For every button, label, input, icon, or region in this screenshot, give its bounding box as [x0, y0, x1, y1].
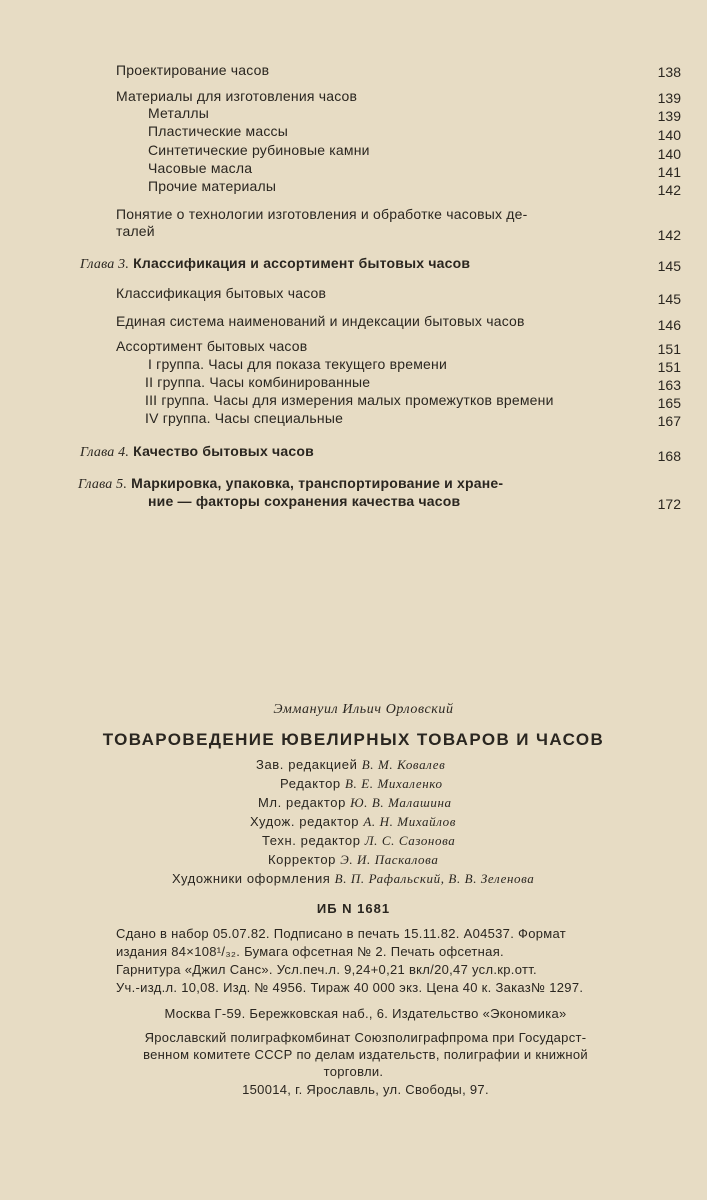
toc-entry-page: 139: [657, 108, 681, 124]
toc-entry-page: 151: [657, 341, 681, 357]
tech-details-line: Уч.-изд.л. 10,08. Изд. № 4956. Тираж 40 000 экз. Цена 40 к. Заказ№ 1297.: [116, 980, 584, 995]
chapter-title: Классификация и ассортимент бытовых часов: [133, 255, 471, 271]
toc-entry-text: Синтетические рубиновые камни: [148, 142, 370, 158]
staff-credit: [256, 757, 445, 773]
toc-entry-text: Пластические массы: [148, 123, 289, 139]
printer-line: торговли.: [323, 1064, 384, 1079]
chapter-label: Глава 3.: [80, 257, 130, 272]
chapter-title: Качество бытовых часов: [133, 443, 314, 459]
toc-entry-page: 146: [657, 317, 681, 333]
chapter-title: Маркировка, упаковка, транспортирование и хране-: [131, 475, 504, 491]
staff-name: Ю. В. Малашина: [350, 795, 452, 810]
toc-entry-page: 145: [657, 258, 681, 274]
toc-entry-text: Понятие о технологии изготовления и обработке часовых де-: [116, 206, 528, 222]
book-title: ТОВАРОВЕДЕНИЕ ЮВЕЛИРНЫХ ТОВАРОВ И ЧАСОВ: [102, 730, 605, 749]
staff-role: Художники оформления: [172, 871, 331, 886]
staff-role: Корректор: [268, 852, 336, 867]
staff-name: А. Н. Михайлов: [363, 814, 456, 829]
toc-chapter-heading: [78, 474, 503, 494]
staff-credit: [258, 795, 452, 811]
staff-credit: [250, 814, 456, 830]
toc-entry-text: Классификация бытовых часов: [116, 285, 327, 301]
ib-number: ИБ N 1681: [316, 901, 391, 916]
staff-name: В. П. Рафальский, В. В. Зеленова: [334, 871, 535, 886]
toc-entry-page: 168: [657, 448, 681, 464]
toc-entry-page: 142: [657, 227, 681, 243]
staff-role: Зав. редакцией: [256, 757, 358, 772]
staff-credit: [268, 852, 438, 868]
toc-entry-text: Единая система наименований и индексации бытовых часов: [116, 313, 525, 329]
toc-entry-page: 165: [657, 395, 681, 411]
toc-entry-text: Материалы для изготовления часов: [116, 88, 358, 104]
toc-entry-page: 141: [657, 164, 681, 180]
staff-credit: [262, 833, 455, 849]
chapter-label: Глава 5.: [78, 477, 128, 492]
toc-entry-text: Прочие материалы: [148, 178, 277, 194]
publisher-address: Москва Г-59. Бережковская наб., 6. Издательство «Экономика»: [164, 1006, 567, 1021]
staff-role: Редактор: [280, 776, 341, 791]
staff-name: В. М. Ковалев: [361, 757, 446, 772]
tech-details-line: издания 84×108¹/₃₂. Бумага офсетная № 2. Печать офсетная.: [116, 944, 504, 959]
staff-credit: [172, 871, 534, 887]
toc-entry-text: Металлы: [148, 105, 209, 121]
toc-entry-page: 139: [657, 90, 681, 106]
author-name: Эммануил Ильич Орловский: [273, 702, 454, 717]
toc-chapter-heading: [80, 254, 470, 274]
toc-entry-text: III группа. Часы для измерения малых промежутков времени: [145, 392, 554, 408]
toc-entry-page: 140: [657, 127, 681, 143]
toc-entry-page: 172: [657, 496, 681, 512]
chapter-label: Глава 4.: [80, 445, 130, 460]
toc-entry-page: 163: [657, 377, 681, 393]
tech-details-line: Гарнитура «Джил Санс». Усл.печ.л. 9,24+0,21 вкл/20,47 усл.кр.отт.: [116, 962, 537, 977]
toc-entry-text: IV группа. Часы специальные: [145, 410, 344, 426]
tech-details-line: Сдано в набор 05.07.82. Подписано в печать 15.11.82. А04537. Формат: [116, 926, 567, 941]
staff-name: Э. И. Паскалова: [340, 852, 439, 867]
toc-chapter-heading: [80, 442, 314, 462]
staff-role: Худож. редактор: [250, 814, 360, 829]
toc-entry-page: 151: [657, 359, 681, 375]
toc-entry-text: Ассортимент бытовых часов: [116, 338, 308, 354]
printer-line: Ярославский полиграфкомбинат Союзполиграфпрома при Государст-: [144, 1030, 587, 1045]
staff-credit: [280, 776, 443, 792]
toc-entry-page: 140: [657, 146, 681, 162]
toc-entry-text: II группа. Часы комбинированные: [145, 374, 371, 390]
toc-entry-page: 145: [657, 291, 681, 307]
staff-name: В. Е. Михаленко: [344, 776, 443, 791]
toc-entry-text: Часовые масла: [148, 160, 253, 176]
printer-address: 150014, г. Ярославль, ул. Свободы, 97.: [242, 1082, 489, 1097]
toc-entry-page: 142: [657, 182, 681, 198]
toc-entry-text: I группа. Часы для показа текущего времени: [148, 356, 447, 372]
printer-line: венном комитете СССР по делам издательств, полиграфии и книжной: [143, 1047, 588, 1062]
toc-entry-page: 167: [657, 413, 681, 429]
staff-role: Техн. редактор: [262, 833, 361, 848]
toc-entry-text: талей: [116, 223, 155, 239]
toc-entry-text: Проектирование часов: [116, 62, 270, 78]
chapter-title-continued: ние — факторы сохранения качества часов: [148, 493, 461, 509]
toc-entry-page: 138: [657, 64, 681, 80]
staff-name: Л. С. Сазонова: [364, 833, 456, 848]
staff-role: Мл. редактор: [258, 795, 346, 810]
